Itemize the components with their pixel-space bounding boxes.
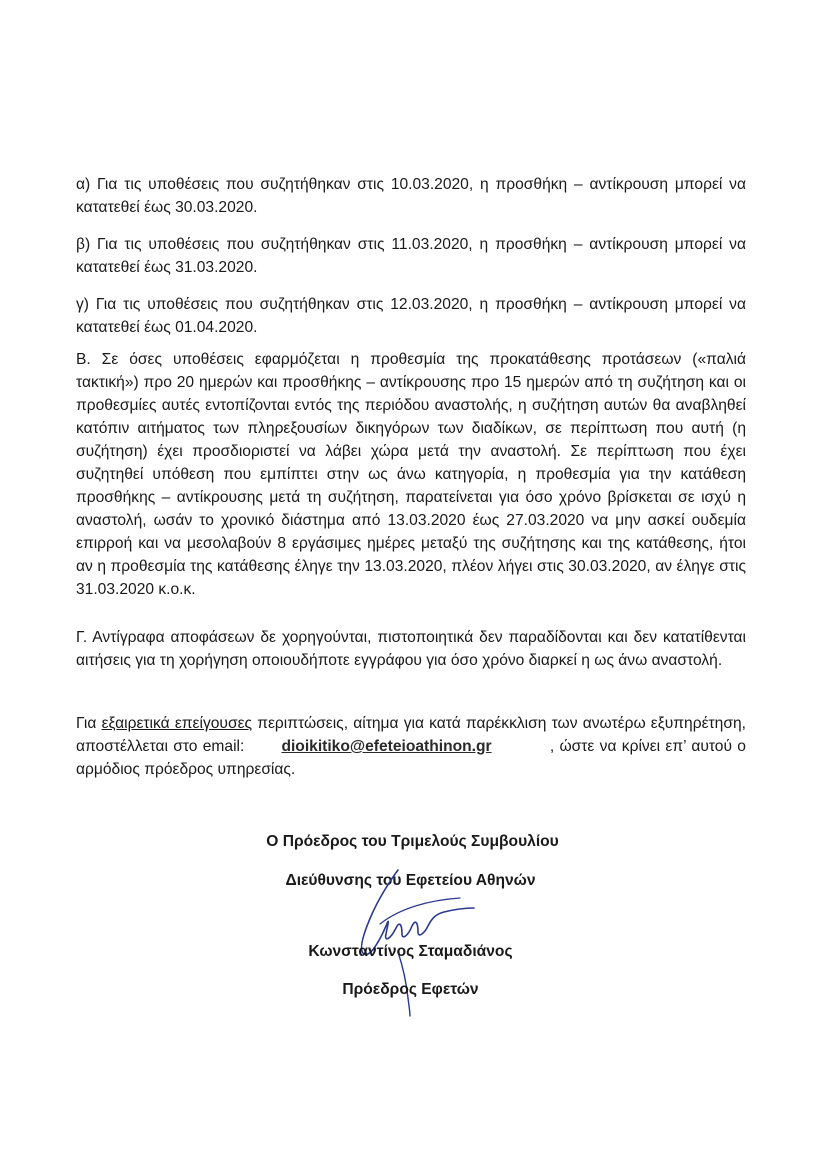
urgent-text-end: , ώστε να κρίνει επ’ αυτού ο αρμόδιος πρόεδρος υπηρεσίας. — [76, 738, 746, 778]
signatory-rank: Πρόεδρος Εφετών — [342, 981, 479, 998]
paragraph-beta: β) Για τις υποθέσεις που συζητήθηκαν στις 11.03.2020, η προσθήκη – αντίκρουση μπορεί να κατατεθεί έως 31.03.2020. — [76, 236, 746, 276]
signatory-name: Κωνσταντίνος Σταμαδιάνος — [308, 943, 513, 960]
signatory-title-line1: Ο Πρόεδρος του Τριμελούς Συμβουλίου — [266, 833, 559, 850]
paragraph-gamma: γ) Για τις υποθέσεις που συζητήθηκαν στις 12.03.2020, η προσθήκη – αντίκρουση μπορεί να κατατεθεί έως 01.04.2020. — [76, 296, 746, 336]
urgent-cases-paragraph — [76, 712, 746, 781]
email-link[interactable]: dioikitiko@efeteioathinon.gr — [281, 738, 492, 755]
urgent-emphasis: εξαιρετικά επείγουσες — [101, 715, 253, 732]
urgent-text-start: Για — [76, 715, 102, 732]
signatory-title-line2: Διεύθυνσης του Εφετείου Αθηνών — [285, 872, 536, 889]
section-g-paragraph: Γ. Αντίγραφα αποφάσεων δε χορηγούνται, πιστοποιητικά δεν παραδίδονται και δεν κατατίθενται αιτήσεις για τη χορήγηση οποιουδήποτε εγγράφου για όσο χρόνο διαρκεί η ως άνω αναστολή. — [76, 629, 746, 669]
urgent-text-middle: περιπτώσεις, αίτημα για κατά παρέκκλιση των ανωτέρω εξυπηρέτηση, αποστέλλεται στο email: — [76, 715, 746, 755]
paragraph-alpha: α) Για τις υποθέσεις που συζητήθηκαν στις 10.03.2020, η προσθήκη – αντίκρουση μπορεί να κατατεθεί έως 30.03.2020. — [76, 176, 746, 216]
section-b-paragraph: Β. Σε όσες υποθέσεις εφαρμόζεται η προθεσμία της προκατάθεσης προτάσεων («παλιά τακτική») προ 20 ημερών και προσθήκης – αντίκρουσης προ 15 ημερών από τη συζήτηση και οι προθεσμίες αυτές εντοπίζονται εντός της περιόδου αναστολής, η συζήτηση αυτών θα αναβληθεί κατόπιν αιτήματος των πληρεξουσίων δικηγόρων των διαδίκων, σε περίπτωση που αυτή (η συζήτηση) έχει προσδιοριστεί να λάβει χώρα μετά την αναστολή. Σε περίπτωση που έχει συζητηθεί υπόθεση που εμπίπτει στην ως άνω κατηγορία, η προθεσμία για την κατάθεση προσθήκης – αντίκρουσης μετά τη συζήτηση, παρατείνεται για όσο χρόνο βρίσκεται σε ισχύ η αναστολή, ωσάν το χρονικό διάστημα από 13.03.2020 έως 27.03.2020 να μην ασκεί ουδεμία επιρροή και να μεσολαβούν 8 εργάσιμες ημέρες μεταξύ της συζήτησης και της κατάθεσης, ήτοι αν η προθεσμία της κατάθεσης έληγε την 13.03.2020, πλέον λήγει στις 30.03.2020, αν έληγε στις 31.03.2020 κ.ο.κ. — [76, 351, 746, 598]
